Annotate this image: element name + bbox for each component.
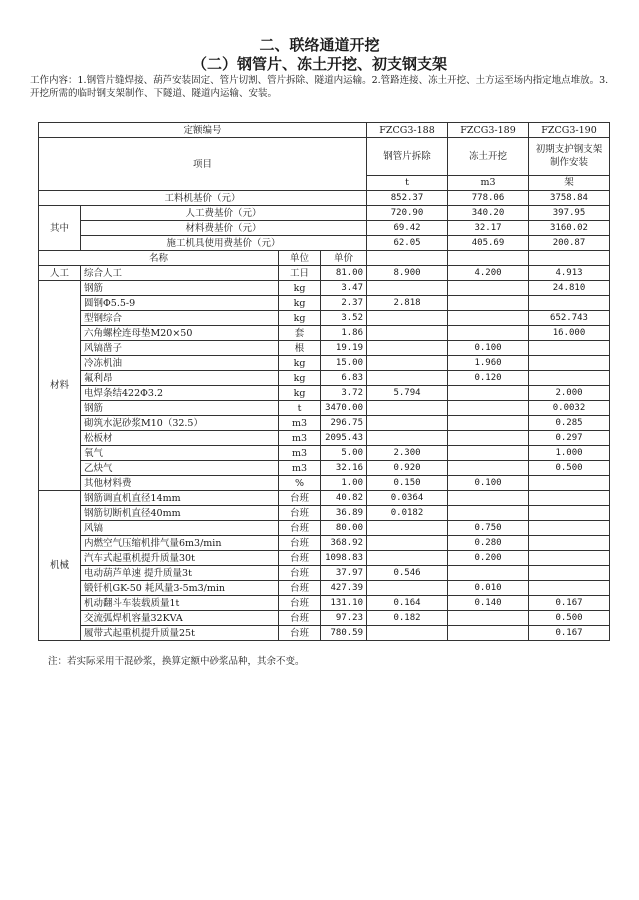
labor-fee-190: 397.95 [529, 206, 610, 221]
machine-fee-row [39, 236, 610, 251]
material-fee-label: 材料费基价（元） [81, 221, 367, 236]
item-unit-190: 架 [529, 175, 610, 190]
resource-name: 乙炔气 [81, 461, 279, 476]
resource-row [39, 326, 610, 341]
resource-row [39, 296, 610, 311]
resource-row [39, 446, 610, 461]
consumption-188: 2.300 [367, 446, 448, 461]
resource-price: 3.52 [321, 311, 367, 326]
item-name-188: 钢管片拆除 [367, 138, 448, 176]
resource-unit: 台班 [279, 506, 321, 521]
machine-fee-190: 200.87 [529, 236, 610, 251]
resource-unit: 根 [279, 341, 321, 356]
resource-price: 32.16 [321, 461, 367, 476]
resource-price: 36.89 [321, 506, 367, 521]
consumption-190 [529, 341, 610, 356]
work-content: 工作内容：1.钢管片缝焊接、葫芦安装固定、管片切割、管片拆除、隧道内运输。2.管路连接、冻土开挖、土方运至场内指定地点堆放。3.开挖所需的临时钢支架制作、下隧道、隧道内运输、安装。 [30, 75, 609, 99]
resource-price: 37.97 [321, 566, 367, 581]
resource-unit: 工日 [279, 266, 321, 281]
consumption-188: 2.818 [367, 296, 448, 311]
resource-unit: kg [279, 311, 321, 326]
resource-unit: 台班 [279, 521, 321, 536]
machine-fee-189: 405.69 [448, 236, 529, 251]
consumption-188 [367, 356, 448, 371]
consumption-189 [448, 296, 529, 311]
resource-unit: 台班 [279, 536, 321, 551]
consumption-188 [367, 341, 448, 356]
consumption-190: 2.000 [529, 386, 610, 401]
group-label: 材料 [39, 281, 81, 491]
section-subtitle: （二）钢管片、冻土开挖、初支钢支架 [191, 55, 447, 73]
material-fee-190: 3160.02 [529, 221, 610, 236]
consumption-189 [448, 326, 529, 341]
resource-price: 1098.83 [321, 551, 367, 566]
item-unit-189: m3 [448, 175, 529, 190]
code-row [39, 123, 610, 138]
resource-unit: kg [279, 386, 321, 401]
consumption-189 [448, 401, 529, 416]
resource-row [39, 521, 610, 536]
consumption-190: 0.0032 [529, 401, 610, 416]
resource-name: 松板材 [81, 431, 279, 446]
consumption-189: 4.200 [448, 266, 529, 281]
consumption-188: 0.920 [367, 461, 448, 476]
resource-name: 综合人工 [81, 266, 279, 281]
consumption-189 [448, 416, 529, 431]
consumption-188 [367, 536, 448, 551]
code-188: FZCG3-188 [367, 123, 448, 138]
code-label: 定额编号 [39, 123, 367, 138]
consumption-190: 652.743 [529, 311, 610, 326]
resource-row [39, 416, 610, 431]
consumption-189: 1.960 [448, 356, 529, 371]
item-label: 项目 [39, 138, 367, 191]
resource-unit: m3 [279, 416, 321, 431]
resource-price: 2.37 [321, 296, 367, 311]
consumption-190 [529, 371, 610, 386]
consumption-188 [367, 401, 448, 416]
col-blank-189 [448, 251, 529, 266]
resource-row [39, 341, 610, 356]
consumption-190 [529, 356, 610, 371]
consumption-188 [367, 581, 448, 596]
machine-fee-label: 施工机具使用费基价（元） [81, 236, 367, 251]
consumption-188 [367, 281, 448, 296]
consumption-188 [367, 416, 448, 431]
quota-table-body [39, 123, 610, 641]
resource-unit: m3 [279, 461, 321, 476]
item-name-189: 冻土开挖 [448, 138, 529, 176]
consumption-189 [448, 491, 529, 506]
resource-unit: kg [279, 371, 321, 386]
resource-unit: kg [279, 281, 321, 296]
consumption-190 [529, 566, 610, 581]
resource-price: 81.00 [321, 266, 367, 281]
col-price-header: 单价 [321, 251, 367, 266]
resource-unit: 台班 [279, 596, 321, 611]
group-label: 机械 [39, 491, 81, 641]
consumption-190: 24.810 [529, 281, 610, 296]
resource-row [39, 431, 610, 446]
resource-price: 3.47 [321, 281, 367, 296]
resource-price: 131.10 [321, 596, 367, 611]
labor-fee-row [39, 206, 610, 221]
code-190: FZCG3-190 [529, 123, 610, 138]
resource-name: 汽车式起重机提升质量30t [81, 551, 279, 566]
group-label: 人工 [39, 266, 81, 281]
consumption-189 [448, 611, 529, 626]
consumption-190: 0.167 [529, 596, 610, 611]
consumption-190: 1.000 [529, 446, 610, 461]
consumption-189 [448, 461, 529, 476]
labor-fee-label: 人工费基价（元） [81, 206, 367, 221]
base-price-row [39, 191, 610, 206]
resource-row [39, 491, 610, 506]
resource-name: 履带式起重机提升质量25t [81, 626, 279, 641]
resource-unit: m3 [279, 446, 321, 461]
consumption-190: 0.500 [529, 461, 610, 476]
col-blank-190 [529, 251, 610, 266]
col-unit-header: 单位 [279, 251, 321, 266]
resource-row [39, 626, 610, 641]
consumption-189 [448, 386, 529, 401]
resource-price: 3.72 [321, 386, 367, 401]
consumption-189: 0.120 [448, 371, 529, 386]
resource-row [39, 506, 610, 521]
resource-unit: 台班 [279, 566, 321, 581]
base-price-190: 3758.84 [529, 191, 610, 206]
resource-price: 5.00 [321, 446, 367, 461]
consumption-188 [367, 521, 448, 536]
resource-name: 风镐 [81, 521, 279, 536]
consumption-188 [367, 326, 448, 341]
resource-price: 368.92 [321, 536, 367, 551]
of-which-label: 其中 [39, 206, 81, 251]
col-name-header: 名称 [39, 251, 279, 266]
resource-unit: t [279, 401, 321, 416]
resource-name: 钢筋切断机直径40mm [81, 506, 279, 521]
resource-name: 风镐凿子 [81, 341, 279, 356]
resource-price: 6.83 [321, 371, 367, 386]
consumption-190 [529, 536, 610, 551]
consumption-190 [529, 506, 610, 521]
resource-name: 钢筋 [81, 401, 279, 416]
consumption-189 [448, 566, 529, 581]
resource-price: 1.00 [321, 476, 367, 491]
consumption-188: 8.900 [367, 266, 448, 281]
labor-fee-188: 720.90 [367, 206, 448, 221]
resource-row [39, 476, 610, 491]
consumption-189: 0.010 [448, 581, 529, 596]
resource-row [39, 266, 610, 281]
resource-price: 19.19 [321, 341, 367, 356]
base-price-label: 工料机基价（元） [39, 191, 367, 206]
consumption-190 [529, 296, 610, 311]
consumption-190: 0.500 [529, 611, 610, 626]
consumption-188 [367, 551, 448, 566]
consumption-188: 0.164 [367, 596, 448, 611]
consumption-188 [367, 311, 448, 326]
consumption-190: 16.000 [529, 326, 610, 341]
consumption-189 [448, 626, 529, 641]
resource-name: 六角螺栓连母垫M20×50 [81, 326, 279, 341]
resource-unit: 套 [279, 326, 321, 341]
resource-unit: kg [279, 356, 321, 371]
material-fee-189: 32.17 [448, 221, 529, 236]
consumption-188: 0.0182 [367, 506, 448, 521]
consumption-188: 0.546 [367, 566, 448, 581]
resource-price: 40.82 [321, 491, 367, 506]
consumption-188: 0.0364 [367, 491, 448, 506]
consumption-189 [448, 311, 529, 326]
resource-price: 3470.00 [321, 401, 367, 416]
resource-unit: 台班 [279, 491, 321, 506]
consumption-189: 0.100 [448, 476, 529, 491]
resource-name: 冷冻机油 [81, 356, 279, 371]
section-title: 二、联络通道开挖 [259, 36, 380, 54]
consumption-189: 0.140 [448, 596, 529, 611]
resource-price: 1.86 [321, 326, 367, 341]
labor-fee-189: 340.20 [448, 206, 529, 221]
consumption-189 [448, 281, 529, 296]
resource-name: 氟利昂 [81, 371, 279, 386]
resource-unit: 台班 [279, 551, 321, 566]
base-price-188: 852.37 [367, 191, 448, 206]
resource-name: 钢筋调直机直径14mm [81, 491, 279, 506]
resource-price: 2095.43 [321, 431, 367, 446]
resource-row [39, 356, 610, 371]
consumption-188 [367, 431, 448, 446]
consumption-189: 0.100 [448, 341, 529, 356]
resource-name: 电动葫芦单速 提升质量3t [81, 566, 279, 581]
consumption-190: 0.297 [529, 431, 610, 446]
consumption-189: 0.200 [448, 551, 529, 566]
consumption-190 [529, 476, 610, 491]
resource-row [39, 371, 610, 386]
resource-unit: kg [279, 296, 321, 311]
resource-name: 锻钎机GK-50 耗风量3-5m3/min [81, 581, 279, 596]
item-row [39, 138, 610, 176]
material-fee-188: 69.42 [367, 221, 448, 236]
resource-row [39, 551, 610, 566]
col-blank-188 [367, 251, 448, 266]
resource-price: 427.39 [321, 581, 367, 596]
consumption-188: 0.150 [367, 476, 448, 491]
resource-name: 圆钢Φ5.5-9 [81, 296, 279, 311]
resource-row [39, 311, 610, 326]
consumption-190 [529, 551, 610, 566]
resource-unit: 台班 [279, 626, 321, 641]
resource-price: 296.75 [321, 416, 367, 431]
consumption-188: 5.794 [367, 386, 448, 401]
item-name-190: 初期支护钢支架制作安装 [529, 138, 610, 176]
consumption-190: 0.285 [529, 416, 610, 431]
resource-unit: 台班 [279, 611, 321, 626]
resource-row [39, 536, 610, 551]
consumption-188: 0.182 [367, 611, 448, 626]
resource-row [39, 461, 610, 476]
resource-name: 内燃空气压缩机排气量6m3/min [81, 536, 279, 551]
resource-price: 97.23 [321, 611, 367, 626]
consumption-190 [529, 581, 610, 596]
resource-name: 交流弧焊机容量32KVA [81, 611, 279, 626]
consumption-189 [448, 431, 529, 446]
resource-name: 其他材料费 [81, 476, 279, 491]
consumption-188 [367, 371, 448, 386]
machine-fee-188: 62.05 [367, 236, 448, 251]
consumption-190 [529, 491, 610, 506]
resource-unit: 台班 [279, 581, 321, 596]
consumption-189: 0.280 [448, 536, 529, 551]
resource-row [39, 611, 610, 626]
footnote: 注：若实际采用干混砂浆，换算定额中砂浆品种，其余不变。 [48, 656, 305, 667]
consumption-188 [367, 626, 448, 641]
resource-price: 15.00 [321, 356, 367, 371]
resource-name: 型钢综合 [81, 311, 279, 326]
consumption-190: 0.167 [529, 626, 610, 641]
resource-name: 钢筋 [81, 281, 279, 296]
resource-name: 电焊条结422Φ3.2 [81, 386, 279, 401]
resource-row [39, 281, 610, 296]
resource-price: 780.59 [321, 626, 367, 641]
resource-row [39, 386, 610, 401]
resource-row [39, 581, 610, 596]
resource-name: 砌筑水泥砂浆M10（32.5） [81, 416, 279, 431]
consumption-189 [448, 506, 529, 521]
consumption-190: 4.913 [529, 266, 610, 281]
quota-table [38, 122, 610, 641]
code-189: FZCG3-189 [448, 123, 529, 138]
resource-unit: % [279, 476, 321, 491]
resource-name: 氧气 [81, 446, 279, 461]
resource-unit: m3 [279, 431, 321, 446]
consumption-189: 0.750 [448, 521, 529, 536]
material-fee-row [39, 221, 610, 236]
consumption-189 [448, 446, 529, 461]
item-unit-188: t [367, 175, 448, 190]
resource-row [39, 401, 610, 416]
resource-name: 机动翻斗车装载质量1t [81, 596, 279, 611]
resource-price: 80.00 [321, 521, 367, 536]
resource-row [39, 566, 610, 581]
consumption-190 [529, 521, 610, 536]
column-header-row [39, 251, 610, 266]
resource-row [39, 596, 610, 611]
base-price-189: 778.06 [448, 191, 529, 206]
